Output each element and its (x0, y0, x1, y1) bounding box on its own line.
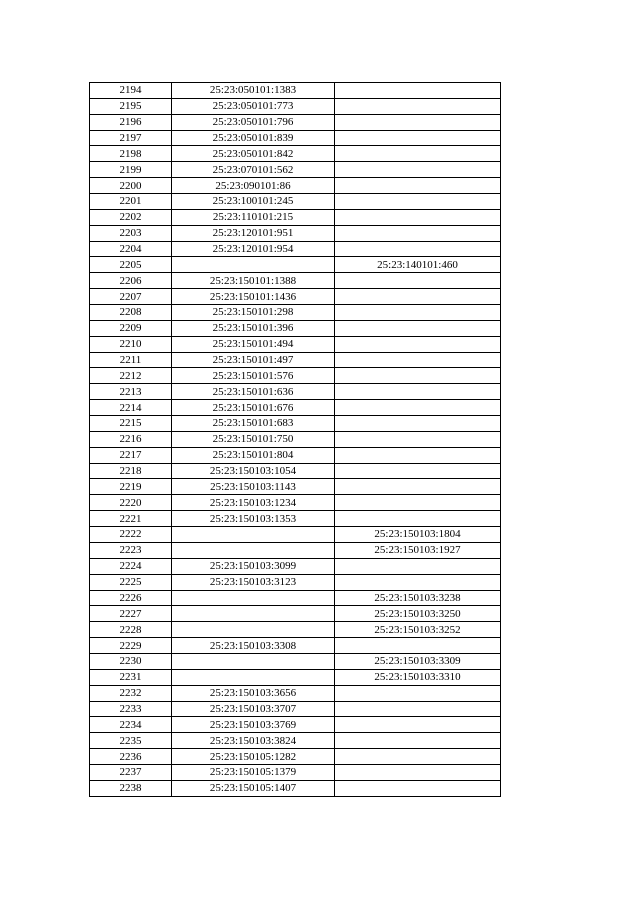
table-row (90, 733, 501, 749)
cadastral-number-alt-cell (335, 178, 501, 194)
table-row (90, 368, 501, 384)
table-row (90, 622, 501, 638)
row-number-cell: 2225 (90, 574, 172, 590)
cadastral-number-cell: 25:23:050101:796 (172, 114, 335, 130)
table-row (90, 558, 501, 574)
row-number-cell: 2199 (90, 162, 172, 178)
row-number-cell: 2202 (90, 209, 172, 225)
table-row (90, 320, 501, 336)
cadastral-number-cell (172, 542, 335, 558)
table-row (90, 495, 501, 511)
cadastral-number-cell: 25:23:050101:773 (172, 98, 335, 114)
cadastral-number-cell: 25:23:120101:951 (172, 225, 335, 241)
cadastral-number-cell: 25:23:150101:497 (172, 352, 335, 368)
table-row (90, 257, 501, 273)
row-number-cell: 2231 (90, 669, 172, 685)
row-number-cell: 2205 (90, 257, 172, 273)
cadastral-number-alt-cell (335, 289, 501, 305)
cadastral-number-cell: 25:23:150101:396 (172, 320, 335, 336)
cadastral-number-cell: 25:23:150105:1379 (172, 764, 335, 780)
cadastral-number-alt-cell (335, 717, 501, 733)
cadastral-number-alt-cell (335, 701, 501, 717)
cadastral-number-alt-cell (335, 368, 501, 384)
cadastral-number-alt-cell (335, 98, 501, 114)
cadastral-number-alt-cell (335, 162, 501, 178)
table-row (90, 384, 501, 400)
cadastral-number-cell: 25:23:070101:562 (172, 162, 335, 178)
row-number-cell: 2221 (90, 511, 172, 527)
table-row (90, 98, 501, 114)
table-row (90, 669, 501, 685)
row-number-cell: 2208 (90, 305, 172, 321)
row-number-cell: 2210 (90, 336, 172, 352)
cadastral-number-alt-cell (335, 685, 501, 701)
cadastral-number-alt-cell (335, 780, 501, 796)
cadastral-number-cell: 25:23:150101:636 (172, 384, 335, 400)
cadastral-number-cell: 25:23:050101:839 (172, 130, 335, 146)
cadastral-number-alt-cell (335, 336, 501, 352)
row-number-cell: 2229 (90, 638, 172, 654)
table-row (90, 83, 501, 99)
row-number-cell: 2200 (90, 178, 172, 194)
cadastral-number-cell: 25:23:150103:3656 (172, 685, 335, 701)
row-number-cell: 2209 (90, 320, 172, 336)
cadastral-number-cell: 25:23:150103:1353 (172, 511, 335, 527)
table-row (90, 305, 501, 321)
row-number-cell: 2238 (90, 780, 172, 796)
cadastral-number-cell: 25:23:150103:3707 (172, 701, 335, 717)
cadastral-number-alt-cell: 25:23:150103:1804 (335, 527, 501, 543)
table-row (90, 225, 501, 241)
cadastral-number-alt-cell (335, 225, 501, 241)
row-number-cell: 2215 (90, 416, 172, 432)
cadastral-number-cell: 25:23:150103:3099 (172, 558, 335, 574)
cadastral-number-alt-cell: 25:23:150103:3252 (335, 622, 501, 638)
cadastral-number-cell: 25:23:150103:3769 (172, 717, 335, 733)
row-number-cell: 2223 (90, 542, 172, 558)
cadastral-number-cell: 25:23:090101:86 (172, 178, 335, 194)
table-row (90, 717, 501, 733)
table-row (90, 479, 501, 495)
table-row (90, 273, 501, 289)
row-number-cell: 2217 (90, 447, 172, 463)
table-row (90, 209, 501, 225)
table-row (90, 527, 501, 543)
row-number-cell: 2230 (90, 653, 172, 669)
table-row (90, 685, 501, 701)
row-number-cell: 2233 (90, 701, 172, 717)
table-row (90, 463, 501, 479)
table-row (90, 146, 501, 162)
table-row (90, 542, 501, 558)
row-number-cell: 2216 (90, 431, 172, 447)
cadastral-number-alt-cell (335, 764, 501, 780)
cadastral-number-alt-cell (335, 130, 501, 146)
row-number-cell: 2211 (90, 352, 172, 368)
table-row (90, 638, 501, 654)
cadastral-number-cell: 25:23:150103:3308 (172, 638, 335, 654)
cadastral-number-alt-cell (335, 194, 501, 210)
cadastral-number-alt-cell (335, 305, 501, 321)
table-row (90, 511, 501, 527)
cadastral-number-alt-cell (335, 638, 501, 654)
row-number-cell: 2226 (90, 590, 172, 606)
row-number-cell: 2195 (90, 98, 172, 114)
cadastral-number-cell: 25:23:150101:576 (172, 368, 335, 384)
table-row (90, 178, 501, 194)
cadastral-number-cell (172, 622, 335, 638)
row-number-cell: 2198 (90, 146, 172, 162)
row-number-cell: 2206 (90, 273, 172, 289)
cadastral-number-cell (172, 669, 335, 685)
cadastral-number-cell: 25:23:150103:1234 (172, 495, 335, 511)
table-row (90, 194, 501, 210)
cadastral-number-alt-cell (335, 574, 501, 590)
table-row (90, 749, 501, 765)
cadastral-number-alt-cell: 25:23:150103:3250 (335, 606, 501, 622)
cadastral-number-cell: 25:23:150101:804 (172, 447, 335, 463)
cadastral-number-cell: 25:23:150105:1407 (172, 780, 335, 796)
cadastral-number-alt-cell: 25:23:150103:3238 (335, 590, 501, 606)
cadastral-number-cell: 25:23:150103:1054 (172, 463, 335, 479)
table-row (90, 241, 501, 257)
table-row (90, 431, 501, 447)
row-number-cell: 2234 (90, 717, 172, 733)
cadastral-number-table (89, 82, 501, 797)
row-number-cell: 2212 (90, 368, 172, 384)
cadastral-number-alt-cell (335, 416, 501, 432)
table-row (90, 701, 501, 717)
cadastral-number-alt-cell (335, 749, 501, 765)
row-number-cell: 2220 (90, 495, 172, 511)
cadastral-number-alt-cell (335, 431, 501, 447)
table-row (90, 289, 501, 305)
cadastral-number-alt-cell (335, 209, 501, 225)
cadastral-number-cell: 25:23:150105:1282 (172, 749, 335, 765)
cadastral-number-cell: 25:23:120101:954 (172, 241, 335, 257)
cadastral-number-alt-cell (335, 83, 501, 99)
cadastral-number-cell: 25:23:050101:842 (172, 146, 335, 162)
cadastral-number-alt-cell: 25:23:150103:3310 (335, 669, 501, 685)
table-row (90, 162, 501, 178)
cadastral-number-alt-cell (335, 463, 501, 479)
row-number-cell: 2194 (90, 83, 172, 99)
cadastral-number-alt-cell (335, 114, 501, 130)
table-row (90, 574, 501, 590)
table-row (90, 764, 501, 780)
cadastral-number-cell: 25:23:150103:3123 (172, 574, 335, 590)
cadastral-number-cell: 25:23:050101:1383 (172, 83, 335, 99)
row-number-cell: 2224 (90, 558, 172, 574)
cadastral-number-cell: 25:23:150101:298 (172, 305, 335, 321)
row-number-cell: 2222 (90, 527, 172, 543)
cadastral-number-alt-cell (335, 733, 501, 749)
cadastral-number-cell: 25:23:110101:215 (172, 209, 335, 225)
table-row (90, 416, 501, 432)
cadastral-number-cell: 25:23:150101:1436 (172, 289, 335, 305)
table-row (90, 653, 501, 669)
table-row (90, 352, 501, 368)
row-number-cell: 2232 (90, 685, 172, 701)
cadastral-number-cell (172, 653, 335, 669)
table-row (90, 606, 501, 622)
row-number-cell: 2236 (90, 749, 172, 765)
table-row (90, 400, 501, 416)
table-row (90, 130, 501, 146)
cadastral-number-cell (172, 590, 335, 606)
row-number-cell: 2207 (90, 289, 172, 305)
row-number-cell: 2204 (90, 241, 172, 257)
cadastral-number-alt-cell: 25:23:150103:1927 (335, 542, 501, 558)
row-number-cell: 2228 (90, 622, 172, 638)
cadastral-number-alt-cell (335, 479, 501, 495)
table-row (90, 114, 501, 130)
table-row (90, 447, 501, 463)
cadastral-number-cell: 25:23:150101:676 (172, 400, 335, 416)
cadastral-number-alt-cell (335, 352, 501, 368)
cadastral-number-alt-cell: 25:23:150103:3309 (335, 653, 501, 669)
table-row (90, 336, 501, 352)
cadastral-number-cell: 25:23:150101:494 (172, 336, 335, 352)
cadastral-number-alt-cell (335, 447, 501, 463)
cadastral-number-cell: 25:23:150101:1388 (172, 273, 335, 289)
cadastral-number-alt-cell (335, 495, 501, 511)
row-number-cell: 2218 (90, 463, 172, 479)
table-row (90, 780, 501, 796)
row-number-cell: 2196 (90, 114, 172, 130)
cadastral-number-alt-cell (335, 273, 501, 289)
cadastral-number-alt-cell (335, 241, 501, 257)
cadastral-number-alt-cell (335, 320, 501, 336)
row-number-cell: 2197 (90, 130, 172, 146)
cadastral-number-cell: 25:23:150101:683 (172, 416, 335, 432)
row-number-cell: 2219 (90, 479, 172, 495)
cadastral-number-alt-cell (335, 384, 501, 400)
cadastral-number-alt-cell (335, 400, 501, 416)
cadastral-number-alt-cell: 25:23:140101:460 (335, 257, 501, 273)
row-number-cell: 2203 (90, 225, 172, 241)
row-number-cell: 2237 (90, 764, 172, 780)
row-number-cell: 2235 (90, 733, 172, 749)
cadastral-number-cell: 25:23:150101:750 (172, 431, 335, 447)
row-number-cell: 2227 (90, 606, 172, 622)
row-number-cell: 2201 (90, 194, 172, 210)
cadastral-number-alt-cell (335, 146, 501, 162)
cadastral-number-cell (172, 257, 335, 273)
cadastral-number-alt-cell (335, 558, 501, 574)
cadastral-number-cell (172, 606, 335, 622)
row-number-cell: 2214 (90, 400, 172, 416)
table-body (90, 83, 501, 797)
table-row (90, 590, 501, 606)
cadastral-number-cell (172, 527, 335, 543)
cadastral-number-alt-cell (335, 511, 501, 527)
cadastral-number-cell: 25:23:150103:3824 (172, 733, 335, 749)
cadastral-number-cell: 25:23:100101:245 (172, 194, 335, 210)
cadastral-number-cell: 25:23:150103:1143 (172, 479, 335, 495)
row-number-cell: 2213 (90, 384, 172, 400)
